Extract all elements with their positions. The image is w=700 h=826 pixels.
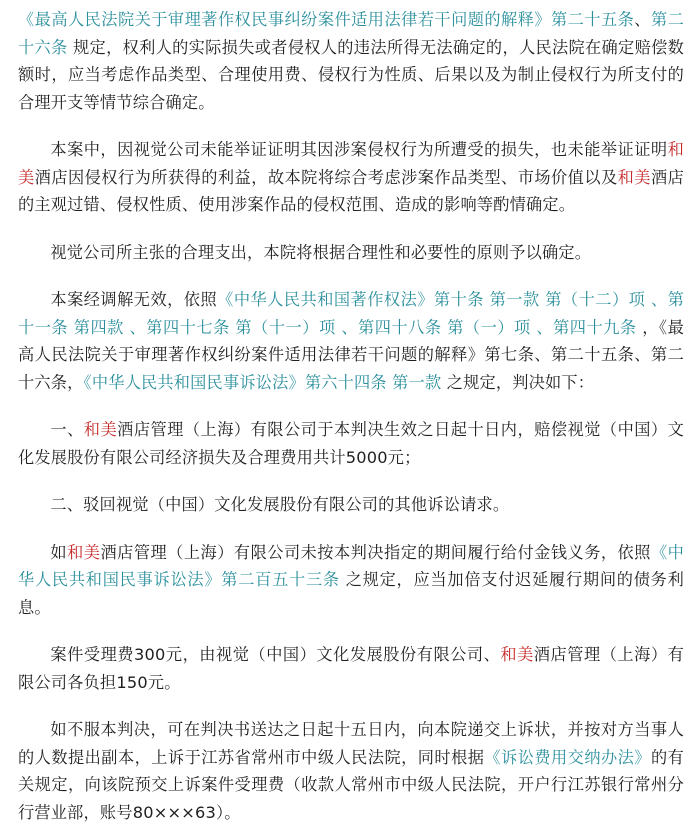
body-text: ，《最高人民法院关于审理著作权纠纷案件适用法律若干问题的解释》第七条、第二十五条、第二十六条， <box>18 317 684 392</box>
law-reference-link[interactable]: 《中华人民共和国民事诉讼法》第二百五十三条 <box>18 542 685 589</box>
body-text: 视觉公司所主张的合理支出，本院将根据合理性和必要性的原则予以确定。 <box>50 242 592 262</box>
body-text: 酒店因侵权行为所获得的利益，故本院将综合考虑涉案作品类型、市场价值以及 <box>34 167 618 187</box>
body-text: 本案经调解无效，依照 <box>50 290 218 309</box>
body-text: 规定，权利人的实际损失或者侵权人的违法所得无法确定的，人民法院在确定赔偿数额时，应当考虑作品类型、合理使用费、侵权行为性质、后果以及为制止侵权行为所支付的合理开支等情节综合确定。 <box>18 37 684 112</box>
body-text: 之规定，应当加倍支付迟延履行期间的债务利息。 <box>18 570 684 617</box>
body-text: 一、 <box>50 420 84 439</box>
paragraph-4 <box>18 286 684 396</box>
law-reference-link[interactable]: 《诉讼费用交纳办法》 <box>484 747 651 767</box>
body-text: 本案中，因视觉公司未能举证证明其因涉案侵权行为所遭受的损失，也未能举证证明 <box>50 140 668 159</box>
paragraph-6 <box>18 491 684 519</box>
brand-name-highlight: 和美 <box>83 420 118 439</box>
body-text: 二、驳回视觉（中国）文化发展股份有限公司的其他诉讼请求。 <box>50 495 510 514</box>
law-reference-link[interactable]: 《中华人民共和国著作权法》第十条 第一款 第（十二）项 、第十一条 第四款 、第四十七条 第（十一）项 、第四十八条 第（一）项 、第四十九条 <box>18 290 685 337</box>
brand-name-highlight: 和美 <box>617 167 651 187</box>
brand-name-highlight: 和美 <box>18 140 684 187</box>
body-text: 酒店管理（上海）有限公司未按本判决指定的期间履行给付金钱义务，依照 <box>100 542 651 562</box>
brand-name-highlight: 和美 <box>500 645 534 664</box>
body-text: 酒店管理（上海）有限公司各负担150元。 <box>18 645 684 692</box>
paragraph-9 <box>18 716 684 826</box>
paragraph-5 <box>18 416 684 471</box>
body-text: 酒店管理（上海）有限公司于本判决生效之日起十日内，赔偿视觉（中国）文化发展股份有限公司经济损失及合理费用共计5000元； <box>18 420 684 467</box>
judgment-text <box>18 6 684 826</box>
law-reference-link[interactable]: 《中华人民共和国民事诉讼法》第六十四条 第一款 <box>83 372 442 392</box>
law-reference-link[interactable]: 《最高人民法院关于审理著作权民事纠纷案件适用法律若干问题的解释》第二十五条 <box>18 10 635 29</box>
paragraph-2 <box>18 136 684 219</box>
law-reference-link[interactable]: 第二十六条 <box>18 10 684 57</box>
paragraph-7 <box>18 539 684 622</box>
paragraph-1 <box>18 6 684 116</box>
body-text: 的有关规定，向该院预交上诉案件受理费（收款人常州市中级人民法院，开户行江苏银行常州分行营业部，账号80×××63）。 <box>18 747 684 822</box>
brand-name-highlight: 和美 <box>67 542 101 562</box>
body-text: 、 <box>634 10 651 29</box>
body-text: 酒店的主观过错、侵权性质、使用涉案作品的侵权范围、造成的影响等酌情确定。 <box>18 167 684 214</box>
body-text: 之规定，判决如下： <box>441 372 595 392</box>
body-text: 案件受理费300元，由视觉（中国）文化发展股份有限公司、 <box>50 645 501 664</box>
paragraph-8 <box>18 641 684 696</box>
paragraph-3 <box>18 239 684 267</box>
body-text: 如不服本判决，可在判决书送达之日起十五日内，向本院递交上诉状，并按对方当事人的人数提出副本，上诉于江苏省常州市中级人民法院，同时根据 <box>18 720 684 767</box>
body-text: 如 <box>50 542 68 562</box>
